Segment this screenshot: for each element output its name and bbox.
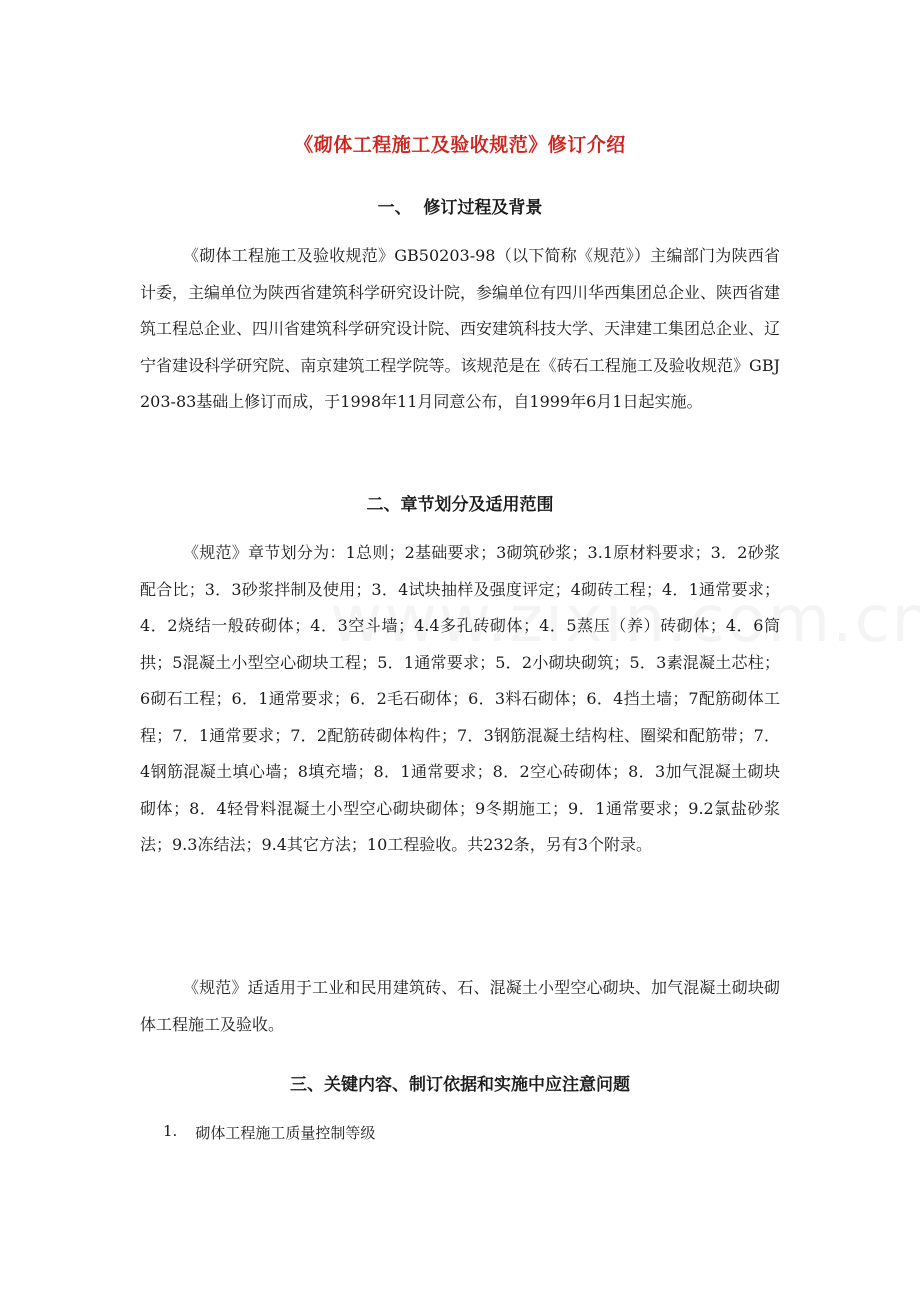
list-item xyxy=(163,1122,375,1143)
section-heading-3: 三、关键内容、制订依据和实施中应注意问题 xyxy=(290,1075,630,1095)
list-item-text: 砌体工程施工质量控制等级 xyxy=(195,1124,376,1142)
section-2-paragraph-1: 《规范》章节划分为：1总则；2基础要求；3砌筑砂浆；3.1原材料要求；3．2砂浆配合比；3．3砂浆拌制及使用；3．4试块抽样及强度评定；4砌砖工程；4．1通常要求；4．2烧结一般砖砌体；4．3空斗墙；4.4多孔砖砌体；4．5蒸压（养）砖砌体；4．6筒拱；5混凝土小型空心砌块工程；5．1通常要求；5．2小砌块砌筑；5．3素混凝土芯柱；6砌石工程；6．1通常要求；6．2毛石砌体；6．3料石砌体；6．4挡土墙；7配筋砌体工程；7．1通常要求；7．2配筋砖砌体构件；7．3钢筋混凝土结构柱、圈梁和配筋带；7．4钢筋混凝土填心墙；8填充墙；8．1通常要求；8．2空心砖砌体；8．3加气混凝土砌块砌体；8．4轻骨料混凝土小型空心砌块砌体；9冬期施工；9．1通常要求；9.2氯盐砂浆法；9.3冻结法；9.4其它方法；10工程验收。共232条，另有3个附录。 xyxy=(140,543,780,854)
section-heading-2: 二、章节划分及适用范围 xyxy=(366,495,554,515)
section-heading-1: 一、 修订过程及背景 xyxy=(377,198,543,218)
section-1-paragraph: 《砌体工程施工及验收规范》GB50203-98（以下简称《规范》）主编部门为陕西省计委，主编单位为陕西省建筑科学研究设计院，参编单位有四川华西集团总企业、陕西省建筑工程总企业、四川省建筑科学研究设计院、西安建筑科技大学、天津建工集团总企业、辽宁省建设科学研究院、南京建筑工程学院等。该规范是在《砖石工程施工及验收规范》GBJ203-83基础上修订而成，于1998年11月同意公布，自1999年6月1日起实施。 xyxy=(140,246,781,411)
section-2-paragraph-2: 《规范》适适用于工业和民用建筑砖、石、混凝土小型空心砌块、加气混凝土砌块砌体工程施工及验收。 xyxy=(140,978,780,1034)
list-item-number: 1. xyxy=(163,1122,178,1140)
document-title: 《砌体工程施工及验收规范》修订介绍 xyxy=(294,134,626,156)
